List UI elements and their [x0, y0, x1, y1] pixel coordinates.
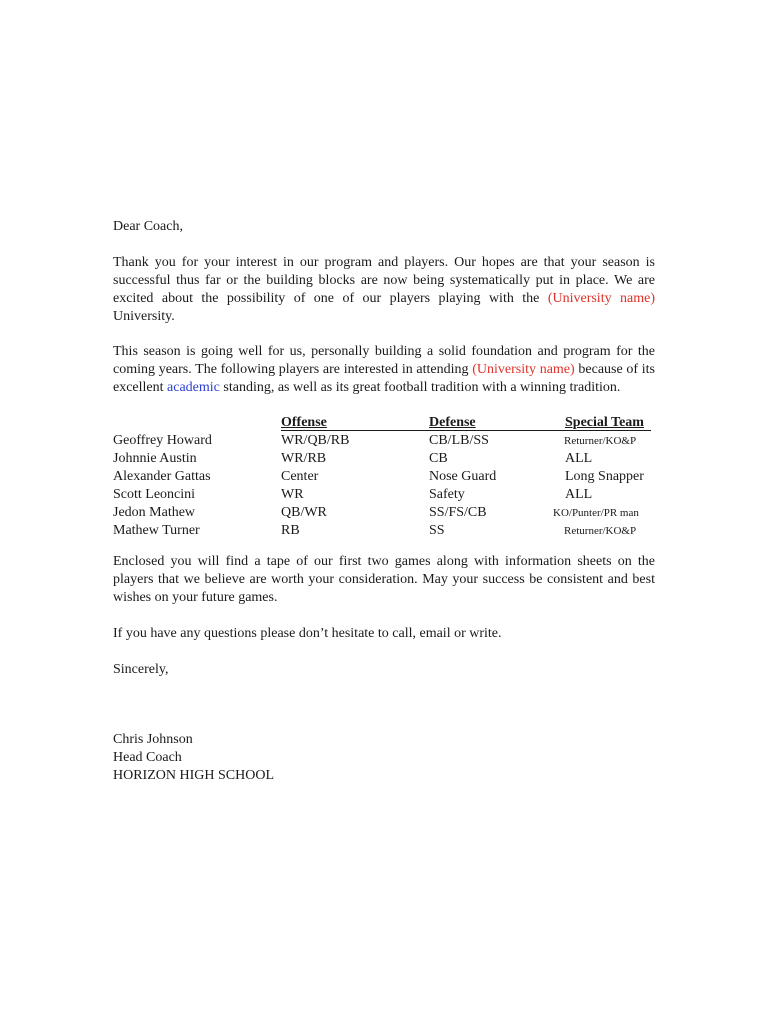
roster-row	[113, 504, 658, 522]
player-defense: Safety	[429, 487, 465, 502]
academic-link[interactable]: academic	[167, 380, 220, 395]
player-name: Scott Leoncini	[113, 487, 196, 502]
player-offense: WR	[281, 487, 304, 502]
player-offense: WR/RB	[281, 451, 327, 466]
roster-row	[113, 432, 658, 450]
player-name: Johnnie Austin	[113, 451, 197, 466]
player-defense: CB	[429, 451, 448, 466]
player-name: Mathew Turner	[113, 523, 200, 538]
paragraph-season-text-mid: because of its excellent	[113, 362, 655, 395]
player-special: Returner/KO&P	[564, 525, 637, 537]
player-special: ALL	[565, 487, 593, 502]
player-special: Long Snapper	[565, 469, 644, 484]
player-defense: SS	[429, 523, 445, 538]
roster-row	[113, 450, 658, 468]
header-defense: Defense	[429, 415, 476, 430]
paragraph-enclosed: Enclosed you will find a tape of our first two games along with information sheets on the players that we believe are worth your consideration. May your success be consistent and best wishes on your future games.	[113, 554, 655, 605]
player-special: Returner/KO&P	[564, 435, 637, 447]
university-name-placeholder: (University name)	[547, 291, 655, 306]
player-offense: WR/QB/RB	[281, 433, 350, 448]
roster-row	[113, 486, 658, 504]
player-special: ALL	[565, 451, 593, 466]
header-underline	[281, 430, 651, 431]
player-defense: CB/LB/SS	[429, 433, 489, 448]
roster-header-row	[113, 414, 658, 432]
signature-name: Chris Johnson	[113, 732, 193, 747]
player-defense: SS/FS/CB	[429, 505, 487, 520]
closing: Sincerely,	[113, 662, 169, 677]
signature-school: HORIZON HIGH SCHOOL	[113, 768, 274, 783]
paragraph-intro-text-end: University.	[113, 309, 175, 324]
player-offense: QB/WR	[281, 505, 327, 520]
player-roster	[113, 414, 658, 540]
player-name: Geoffrey Howard	[113, 433, 212, 448]
roster-row	[113, 468, 658, 486]
player-defense: Nose Guard	[429, 469, 497, 484]
header-special-team: Special Team	[565, 415, 644, 430]
header-offense: Offense	[281, 415, 327, 430]
salutation: Dear Coach,	[113, 219, 183, 234]
paragraph-intro	[113, 254, 655, 326]
signature-title: Head Coach	[113, 750, 182, 765]
player-offense: Center	[281, 469, 319, 484]
paragraph-season	[113, 343, 655, 397]
player-offense: RB	[281, 523, 300, 538]
university-name-placeholder: (University name)	[472, 362, 575, 377]
player-name: Alexander Gattas	[113, 469, 211, 484]
paragraph-questions: If you have any questions please don’t hesitate to call, email or write.	[113, 626, 502, 641]
paragraph-season-text: This season is going well for us, personally building a solid foundation and program for the coming years. The following players are interested in attending	[113, 344, 655, 377]
roster-row	[113, 522, 658, 540]
signature-block	[113, 731, 274, 785]
player-special: KO/Punter/PR man	[553, 507, 639, 519]
player-name: Jedon Mathew	[113, 505, 196, 520]
paragraph-season-text-end: standing, as well as its great football tradition with a winning tradition.	[219, 380, 621, 395]
paragraph-intro-text: Thank you for your interest in our program and players. Our hopes are that your season is successful thus far or the building blocks are now being systematically put in place. We are excited about the possibility of one of our players playing with the	[113, 255, 655, 306]
